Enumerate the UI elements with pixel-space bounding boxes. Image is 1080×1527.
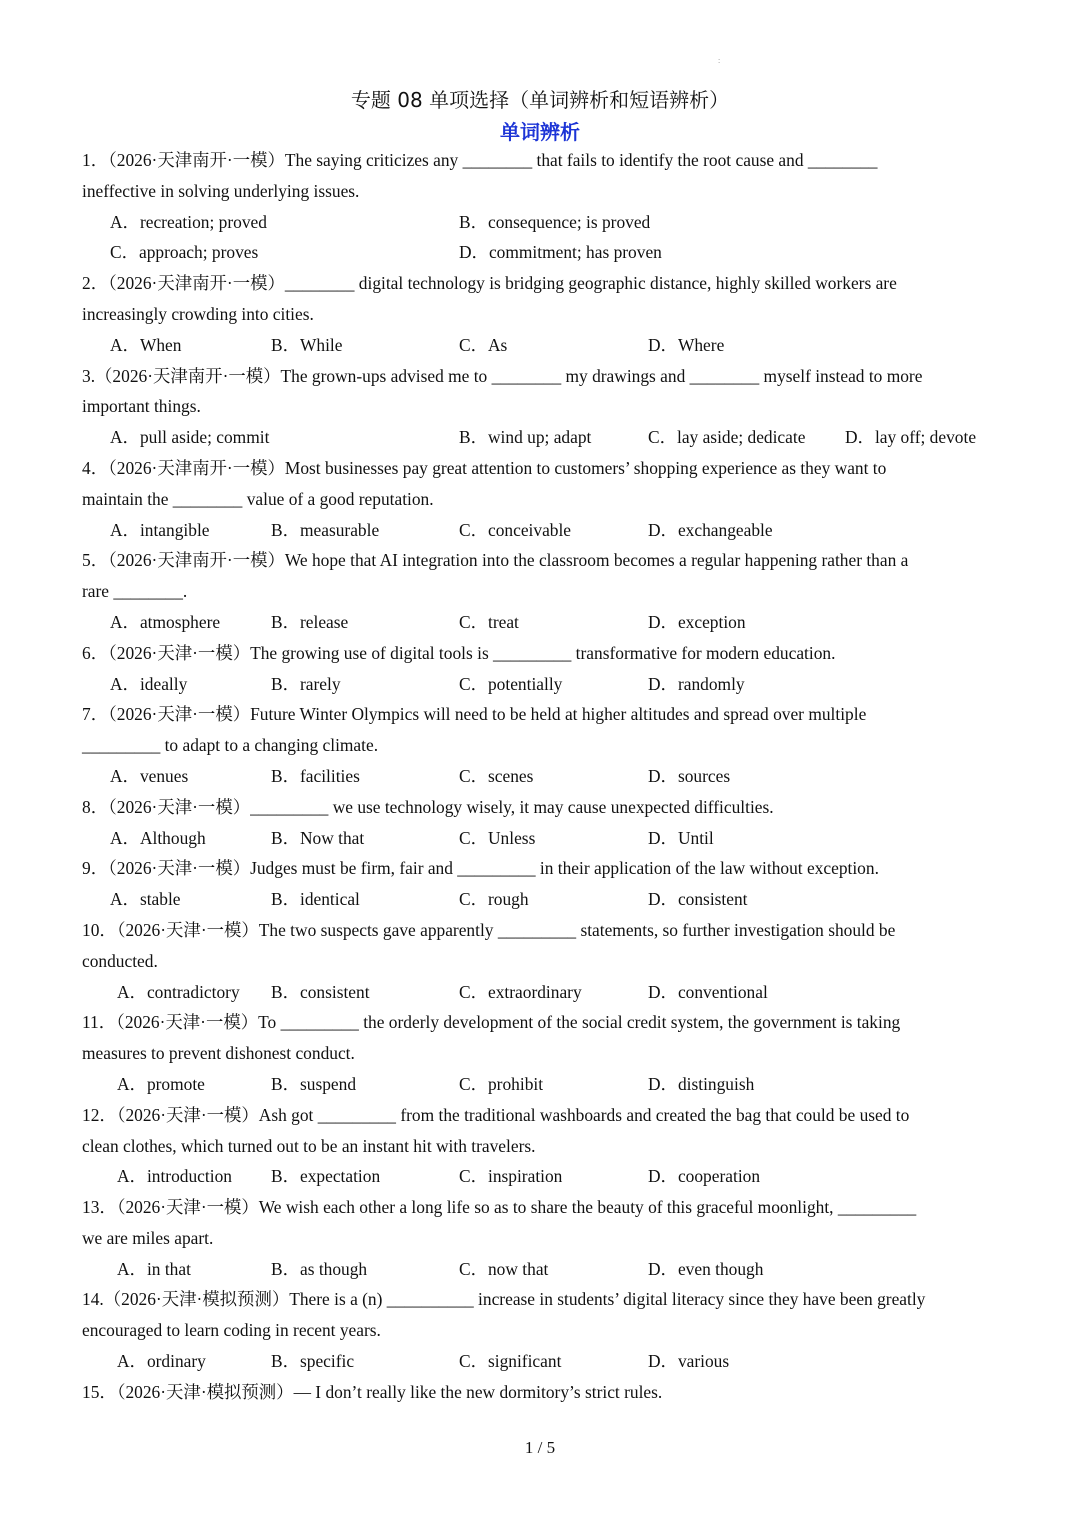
question-1 — [82, 145, 1000, 268]
option-a[interactable]: A．pull aside; commit — [110, 427, 270, 448]
question-2 — [82, 268, 1000, 360]
option-c[interactable]: C．Unless — [459, 827, 536, 848]
question-list — [82, 145, 1000, 1408]
question-stem-continued: we are miles apart. — [82, 1227, 214, 1248]
option-a[interactable]: A．intangible — [110, 519, 210, 540]
question-stem: 8．（2026·天津·一模）_________ we use technology wisely, it may cause unexpected difficulties. — [82, 796, 774, 817]
options-row — [82, 1069, 1000, 1100]
option-b[interactable]: B．as though — [271, 1258, 368, 1279]
option-d[interactable]: D．various — [648, 1351, 730, 1372]
option-d[interactable]: D．Until — [648, 827, 714, 848]
question-15 — [82, 1377, 1000, 1408]
question-stem-continued: encouraged to learn coding in recent years. — [82, 1320, 381, 1341]
option-a[interactable]: A．When — [110, 334, 182, 355]
option-a[interactable]: A．ordinary — [117, 1351, 206, 1372]
question-13 — [82, 1192, 1000, 1284]
option-c[interactable]: C．prohibit — [459, 1073, 544, 1094]
question-8 — [82, 792, 1000, 854]
section-subtitle: 单词辨析 — [500, 120, 580, 144]
option-c[interactable]: C．rough — [459, 889, 529, 910]
option-b[interactable]: B．consequence; is proved — [459, 211, 651, 232]
option-a[interactable]: A．stable — [110, 889, 181, 910]
option-c[interactable]: C．As — [459, 334, 508, 355]
option-d[interactable]: D．cooperation — [648, 1166, 761, 1187]
option-d[interactable]: D．exception — [648, 611, 746, 632]
option-c[interactable]: C．conceivable — [459, 519, 572, 540]
option-b[interactable]: B．measurable — [271, 519, 380, 540]
options-row — [82, 669, 1000, 700]
question-6 — [82, 638, 1000, 700]
question-stem-continued: rare ________. — [82, 581, 188, 602]
question-stem: 15．（2026·天津·模拟预测）— I don’t really like the new dormitory’s strict rules. — [82, 1381, 663, 1402]
option-d[interactable]: D．exchangeable — [648, 519, 773, 540]
options-row — [82, 977, 1000, 1008]
option-b[interactable]: B．suspend — [271, 1073, 357, 1094]
option-b[interactable]: B．wind up; adapt — [459, 427, 592, 448]
option-b[interactable]: B．expectation — [271, 1166, 381, 1187]
option-d[interactable]: D．Where — [648, 334, 725, 355]
question-stem-continued: increasingly crowding into cities. — [82, 303, 314, 324]
question-stem-continued: maintain the ________ value of a good reputation. — [82, 488, 434, 509]
option-a[interactable]: A．introduction — [117, 1166, 232, 1187]
question-stem: 2．（2026·天津南开·一模）________ digital technology is bridging geographic distance, highly skilled workers are — [82, 273, 897, 294]
question-4 — [82, 453, 1000, 545]
page-title: 专题 08 单项选择（单词辨析和短语辨析） — [350, 88, 730, 112]
options-row — [82, 422, 1000, 453]
options-row — [82, 884, 1000, 915]
options-row — [82, 1254, 1000, 1285]
option-b[interactable]: B．facilities — [271, 765, 360, 786]
option-d[interactable]: D．distinguish — [648, 1073, 755, 1094]
question-stem: 12．（2026·天津·一模）Ash got _________ from the traditional washboards and created the bag that could be used to — [82, 1104, 910, 1125]
question-stem: 1．（2026·天津南开·一模）The saying criticizes any ________ that fails to identify the root cause and ________ — [82, 150, 878, 170]
option-d[interactable]: D．even though — [648, 1258, 764, 1279]
question-stem: 14.（2026·天津·模拟预测）There is a (n) __________ increase in students’ digital literacy since they have been greatly — [82, 1289, 926, 1310]
question-stem-continued: measures to prevent dishonest conduct. — [82, 1043, 355, 1064]
question-stem: 10．（2026·天津·一模）The two suspects gave apparently _________ statements, so further investigation should be — [82, 919, 896, 940]
option-c[interactable]: C．approach; proves — [110, 242, 259, 263]
option-c[interactable]: C．now that — [459, 1258, 549, 1279]
option-c[interactable]: C．treat — [459, 611, 519, 632]
option-a[interactable]: A．recreation; proved — [110, 211, 267, 232]
options-row — [82, 515, 1000, 546]
option-c[interactable]: C．lay aside; dedicate — [648, 427, 806, 448]
option-d[interactable]: D．lay off; devote — [845, 427, 977, 448]
page-number: 1 / 5 — [524, 1438, 556, 1457]
question-stem: 7．（2026·天津·一模）Future Winter Olympics will need to be held at higher altitudes and spread over multiple — [82, 704, 867, 725]
question-3 — [82, 361, 1000, 453]
option-c[interactable]: C．extraordinary — [459, 981, 582, 1002]
option-a[interactable]: A．ideally — [110, 673, 188, 694]
options-row — [82, 237, 1000, 268]
question-stem-continued: conducted. — [82, 950, 158, 971]
option-a[interactable]: A．in that — [117, 1258, 191, 1279]
option-d[interactable]: D．commitment; has proven — [459, 242, 662, 263]
option-b[interactable]: B．release — [271, 611, 349, 632]
question-stem: 13．（2026·天津·一模）We wish each other a long life so as to share the beauty of this graceful moonlight, _________ — [82, 1197, 917, 1218]
option-a[interactable]: A．contradictory — [117, 981, 240, 1002]
question-stem: 11．（2026·天津·一模）To _________ the orderly development of the social credit system, the government is taking — [82, 1012, 901, 1033]
question-stem: 4．（2026·天津南开·一模）Most businesses pay great attention to customers’ shopping experience as they want to — [82, 457, 887, 478]
options-row — [82, 1346, 1000, 1377]
options-row — [82, 761, 1000, 792]
options-row — [82, 823, 1000, 854]
corner-mark: : — [718, 56, 721, 65]
question-stem: 9．（2026·天津·一模）Judges must be firm, fair and _________ in their application of the law without exception. — [82, 858, 879, 879]
option-a[interactable]: A．promote — [117, 1073, 205, 1094]
question-10 — [82, 915, 1000, 1007]
option-b[interactable]: B．identical — [271, 889, 360, 910]
question-stem-continued: ineffective in solving underlying issues. — [82, 180, 360, 201]
question-9 — [82, 853, 1000, 915]
option-a[interactable]: A．atmosphere — [110, 611, 221, 632]
option-b[interactable]: B．Now that — [271, 827, 365, 848]
option-b[interactable]: B．specific — [271, 1351, 355, 1372]
option-d[interactable]: D．randomly — [648, 673, 745, 694]
question-stem-continued: important things. — [82, 396, 201, 417]
question-7 — [82, 699, 1000, 791]
question-14 — [82, 1284, 1000, 1376]
option-a[interactable]: A．venues — [110, 765, 189, 786]
question-stem: 3.（2026·天津南开·一模）The grown-ups advised me to ________ my drawings and ________ myself instead to more — [82, 365, 923, 386]
option-d[interactable]: D．conventional — [648, 981, 768, 1002]
question-11 — [82, 1007, 1000, 1099]
options-row — [82, 1161, 1000, 1192]
question-5 — [82, 545, 1000, 637]
question-stem: 6．（2026·天津·一模）The growing use of digital tools is _________ transformative for modern education. — [82, 642, 836, 663]
option-b[interactable]: B．While — [271, 334, 343, 355]
option-d[interactable]: D．sources — [648, 765, 731, 786]
option-c[interactable]: C．scenes — [459, 765, 534, 786]
option-c[interactable]: C．significant — [459, 1351, 562, 1372]
options-row — [82, 207, 1000, 238]
question-stem-continued: _________ to adapt to a changing climate. — [82, 735, 379, 756]
options-row — [82, 330, 1000, 361]
options-row — [82, 607, 1000, 638]
option-a[interactable]: A．Although — [110, 827, 206, 848]
question-stem: 5．（2026·天津南开·一模）We hope that AI integration into the classroom becomes a regular happening rather than a — [82, 550, 909, 571]
option-c[interactable]: C．inspiration — [459, 1166, 563, 1187]
option-c[interactable]: C．potentially — [459, 673, 563, 694]
option-b[interactable]: B．consistent — [271, 981, 370, 1002]
question-12 — [82, 1100, 1000, 1192]
option-b[interactable]: B．rarely — [271, 673, 341, 694]
question-stem-continued: clean clothes, which turned out to be an instant hit with travelers. — [82, 1135, 536, 1156]
option-d[interactable]: D．consistent — [648, 889, 748, 910]
